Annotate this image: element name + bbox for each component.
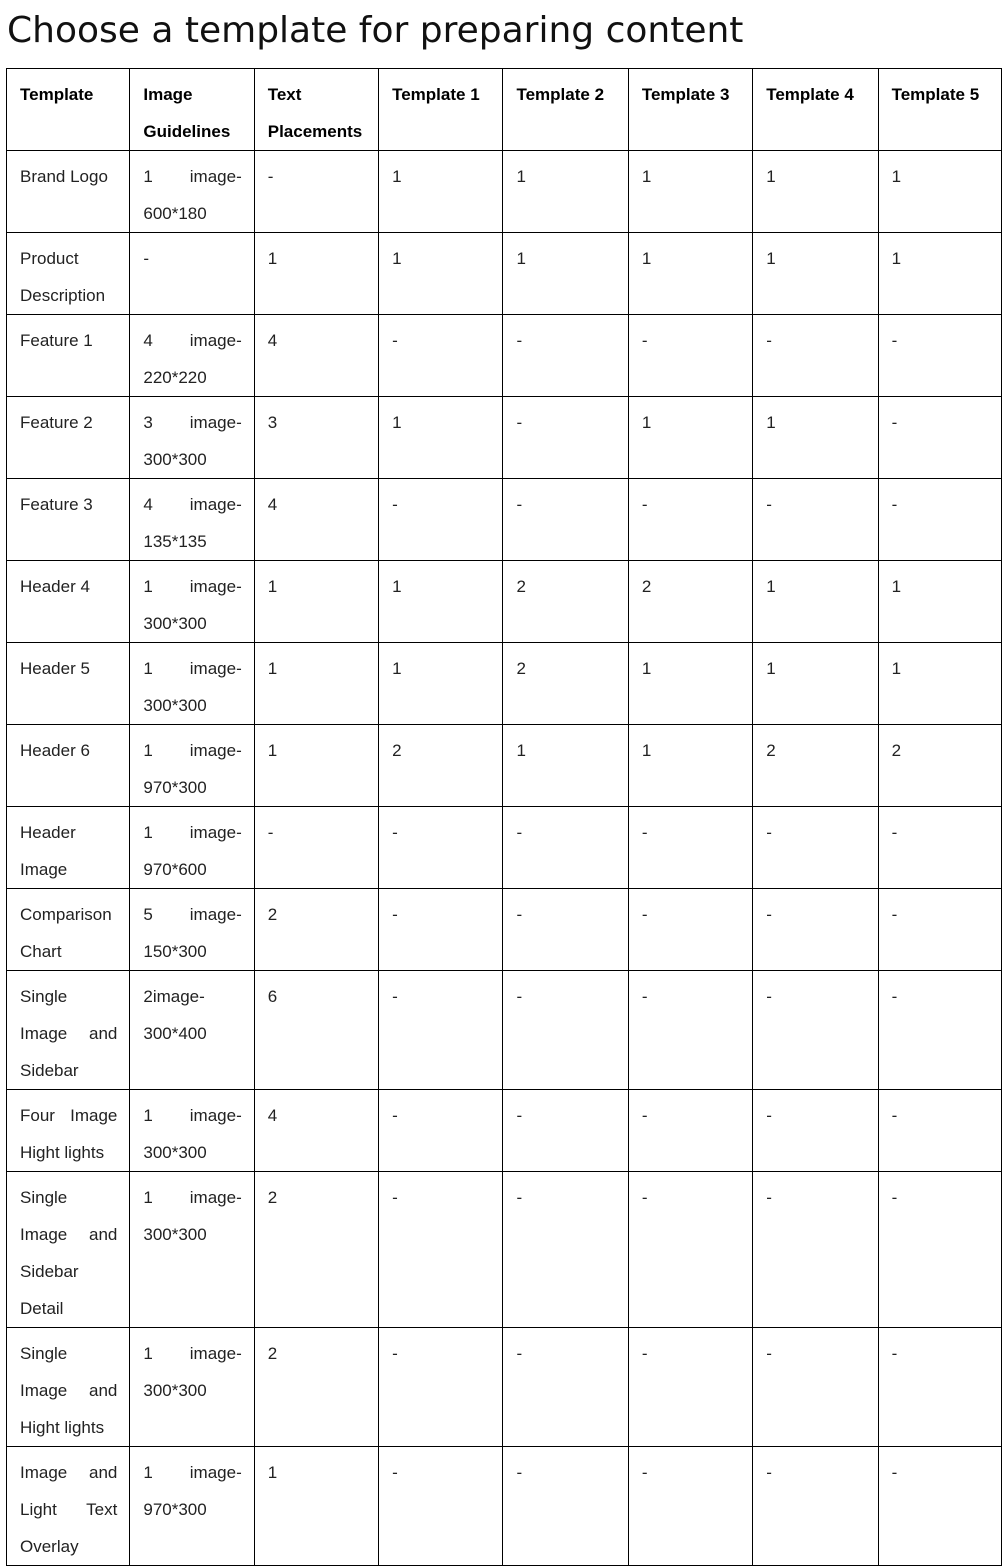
table-row bbox=[7, 725, 1002, 807]
template-1-cell: - bbox=[379, 971, 503, 1090]
template-2-cell: 2 bbox=[503, 561, 628, 643]
template-4-cell: - bbox=[753, 315, 878, 397]
page-title: Choose a template for preparing content bbox=[7, 10, 744, 51]
template-4-cell: - bbox=[753, 889, 878, 971]
template-5-cell: - bbox=[878, 889, 1001, 971]
template-3-cell: - bbox=[628, 479, 752, 561]
template-name-cell: Header 5 bbox=[7, 643, 130, 725]
template-name-cell: Single Image and Sidebar Detail bbox=[7, 1172, 130, 1328]
image-guidelines-cell: - bbox=[130, 233, 254, 315]
template-name-cell: Comparison Chart bbox=[7, 889, 130, 971]
template-table bbox=[6, 68, 1002, 1566]
image-guidelines-cell: 1 image- 300*300 bbox=[130, 1328, 254, 1447]
image-guidelines-cell: 1 image- 970*300 bbox=[130, 725, 254, 807]
image-guidelines-cell: 1 image- 300*300 bbox=[130, 643, 254, 725]
template-1-cell: - bbox=[379, 479, 503, 561]
template-name-cell: Feature 3 bbox=[7, 479, 130, 561]
table-row bbox=[7, 315, 1002, 397]
template-5-cell: - bbox=[878, 315, 1001, 397]
template-2-cell: 1 bbox=[503, 725, 628, 807]
image-guidelines-cell: 1 image- 300*300 bbox=[130, 1172, 254, 1328]
template-3-cell: - bbox=[628, 1328, 752, 1447]
template-2-cell: - bbox=[503, 1447, 628, 1566]
template-2-cell: 1 bbox=[503, 151, 628, 233]
column-header-template-1: Template 1 bbox=[379, 69, 503, 151]
template-2-cell: - bbox=[503, 889, 628, 971]
template-2-cell: - bbox=[503, 479, 628, 561]
text-placements-cell: 4 bbox=[254, 479, 378, 561]
template-name-cell: Product Description bbox=[7, 233, 130, 315]
template-5-cell: 2 bbox=[878, 725, 1001, 807]
text-placements-cell: 4 bbox=[254, 315, 378, 397]
template-1-cell: 1 bbox=[379, 643, 503, 725]
text-placements-cell: 2 bbox=[254, 889, 378, 971]
template-4-cell: - bbox=[753, 1172, 878, 1328]
text-placements-cell: 4 bbox=[254, 1090, 378, 1172]
template-1-cell: 1 bbox=[379, 151, 503, 233]
template-2-cell: - bbox=[503, 807, 628, 889]
image-guidelines-cell: 5 image- 150*300 bbox=[130, 889, 254, 971]
template-4-cell: 1 bbox=[753, 233, 878, 315]
template-2-cell: - bbox=[503, 971, 628, 1090]
template-1-cell: 1 bbox=[379, 561, 503, 643]
text-placements-cell: 6 bbox=[254, 971, 378, 1090]
template-name-cell: Brand Logo bbox=[7, 151, 130, 233]
image-guidelines-cell: 1 image- 970*300 bbox=[130, 1447, 254, 1566]
template-5-cell: - bbox=[878, 1172, 1001, 1328]
table-row bbox=[7, 1090, 1002, 1172]
template-name-cell: Image and Light Text Overlay bbox=[7, 1447, 130, 1566]
template-4-cell: - bbox=[753, 1447, 878, 1566]
template-4-cell: - bbox=[753, 1090, 878, 1172]
template-name-cell: Header Image bbox=[7, 807, 130, 889]
template-1-cell: - bbox=[379, 1447, 503, 1566]
image-guidelines-cell: 2image- 300*400 bbox=[130, 971, 254, 1090]
template-4-cell: 1 bbox=[753, 397, 878, 479]
template-1-cell: - bbox=[379, 315, 503, 397]
template-4-cell: - bbox=[753, 1328, 878, 1447]
template-4-cell: 2 bbox=[753, 725, 878, 807]
template-5-cell: - bbox=[878, 1447, 1001, 1566]
template-1-cell: - bbox=[379, 1328, 503, 1447]
template-3-cell: - bbox=[628, 889, 752, 971]
table-row bbox=[7, 1447, 1002, 1566]
image-guidelines-cell: 3 image- 300*300 bbox=[130, 397, 254, 479]
column-header-template-5: Template 5 bbox=[878, 69, 1001, 151]
template-2-cell: - bbox=[503, 1172, 628, 1328]
template-3-cell: 1 bbox=[628, 151, 752, 233]
image-guidelines-cell: 1 image- 970*600 bbox=[130, 807, 254, 889]
template-name-cell: Four Image Hight lights bbox=[7, 1090, 130, 1172]
template-3-cell: - bbox=[628, 1447, 752, 1566]
text-placements-cell: 3 bbox=[254, 397, 378, 479]
template-2-cell: - bbox=[503, 1328, 628, 1447]
table-row bbox=[7, 397, 1002, 479]
text-placements-cell: 2 bbox=[254, 1328, 378, 1447]
template-5-cell: - bbox=[878, 1090, 1001, 1172]
template-name-cell: Feature 2 bbox=[7, 397, 130, 479]
template-3-cell: - bbox=[628, 807, 752, 889]
table-header-row bbox=[7, 69, 1002, 151]
table-row bbox=[7, 889, 1002, 971]
template-name-cell: Header 6 bbox=[7, 725, 130, 807]
text-placements-cell: - bbox=[254, 807, 378, 889]
text-placements-cell: 1 bbox=[254, 561, 378, 643]
column-header-image-guidelines: Image Guidelines bbox=[130, 69, 254, 151]
template-1-cell: - bbox=[379, 807, 503, 889]
template-5-cell: 1 bbox=[878, 151, 1001, 233]
image-guidelines-cell: 1 image- 300*300 bbox=[130, 1090, 254, 1172]
text-placements-cell: 1 bbox=[254, 233, 378, 315]
template-1-cell: - bbox=[379, 1172, 503, 1328]
table-header bbox=[7, 69, 1002, 151]
template-5-cell: 1 bbox=[878, 643, 1001, 725]
text-placements-cell: 2 bbox=[254, 1172, 378, 1328]
template-3-cell: - bbox=[628, 315, 752, 397]
table-row bbox=[7, 233, 1002, 315]
template-4-cell: 1 bbox=[753, 561, 878, 643]
template-4-cell: - bbox=[753, 807, 878, 889]
column-header-template-3: Template 3 bbox=[628, 69, 752, 151]
template-5-cell: - bbox=[878, 1328, 1001, 1447]
template-4-cell: - bbox=[753, 479, 878, 561]
image-guidelines-cell: 4 image- 135*135 bbox=[130, 479, 254, 561]
template-5-cell: 1 bbox=[878, 561, 1001, 643]
text-placements-cell: 1 bbox=[254, 643, 378, 725]
template-3-cell: - bbox=[628, 1090, 752, 1172]
template-name-cell: Single Image and Hight lights bbox=[7, 1328, 130, 1447]
column-header-text-placements: Text Placements bbox=[254, 69, 378, 151]
template-3-cell: - bbox=[628, 1172, 752, 1328]
template-name-cell: Feature 1 bbox=[7, 315, 130, 397]
column-header-template-name: Template bbox=[7, 69, 130, 151]
table-row bbox=[7, 1328, 1002, 1447]
text-placements-cell: 1 bbox=[254, 725, 378, 807]
template-name-cell: Single Image and Sidebar bbox=[7, 971, 130, 1090]
table-row bbox=[7, 151, 1002, 233]
table-body bbox=[7, 151, 1002, 1566]
template-5-cell: 1 bbox=[878, 233, 1001, 315]
template-5-cell: - bbox=[878, 971, 1001, 1090]
template-3-cell: 1 bbox=[628, 643, 752, 725]
template-5-cell: - bbox=[878, 479, 1001, 561]
table-row bbox=[7, 971, 1002, 1090]
template-3-cell: 2 bbox=[628, 561, 752, 643]
template-2-cell: - bbox=[503, 315, 628, 397]
table-row bbox=[7, 479, 1002, 561]
template-2-cell: 2 bbox=[503, 643, 628, 725]
table-row bbox=[7, 1172, 1002, 1328]
template-1-cell: 1 bbox=[379, 233, 503, 315]
template-4-cell: 1 bbox=[753, 151, 878, 233]
template-3-cell: 1 bbox=[628, 397, 752, 479]
column-header-template-2: Template 2 bbox=[503, 69, 628, 151]
template-3-cell: 1 bbox=[628, 233, 752, 315]
template-2-cell: - bbox=[503, 397, 628, 479]
table-row bbox=[7, 807, 1002, 889]
table-row bbox=[7, 643, 1002, 725]
template-1-cell: - bbox=[379, 1090, 503, 1172]
column-header-template-4: Template 4 bbox=[753, 69, 878, 151]
template-name-cell: Header 4 bbox=[7, 561, 130, 643]
template-4-cell: 1 bbox=[753, 643, 878, 725]
image-guidelines-cell: 1 image- 300*300 bbox=[130, 561, 254, 643]
template-4-cell: - bbox=[753, 971, 878, 1090]
template-3-cell: 1 bbox=[628, 725, 752, 807]
template-3-cell: - bbox=[628, 971, 752, 1090]
image-guidelines-cell: 4 image- 220*220 bbox=[130, 315, 254, 397]
text-placements-cell: 1 bbox=[254, 1447, 378, 1566]
text-placements-cell: - bbox=[254, 151, 378, 233]
template-1-cell: 1 bbox=[379, 397, 503, 479]
template-5-cell: - bbox=[878, 397, 1001, 479]
template-2-cell: 1 bbox=[503, 233, 628, 315]
template-5-cell: - bbox=[878, 807, 1001, 889]
template-1-cell: 2 bbox=[379, 725, 503, 807]
template-1-cell: - bbox=[379, 889, 503, 971]
image-guidelines-cell: 1 image- 600*180 bbox=[130, 151, 254, 233]
table-row bbox=[7, 561, 1002, 643]
template-2-cell: - bbox=[503, 1090, 628, 1172]
